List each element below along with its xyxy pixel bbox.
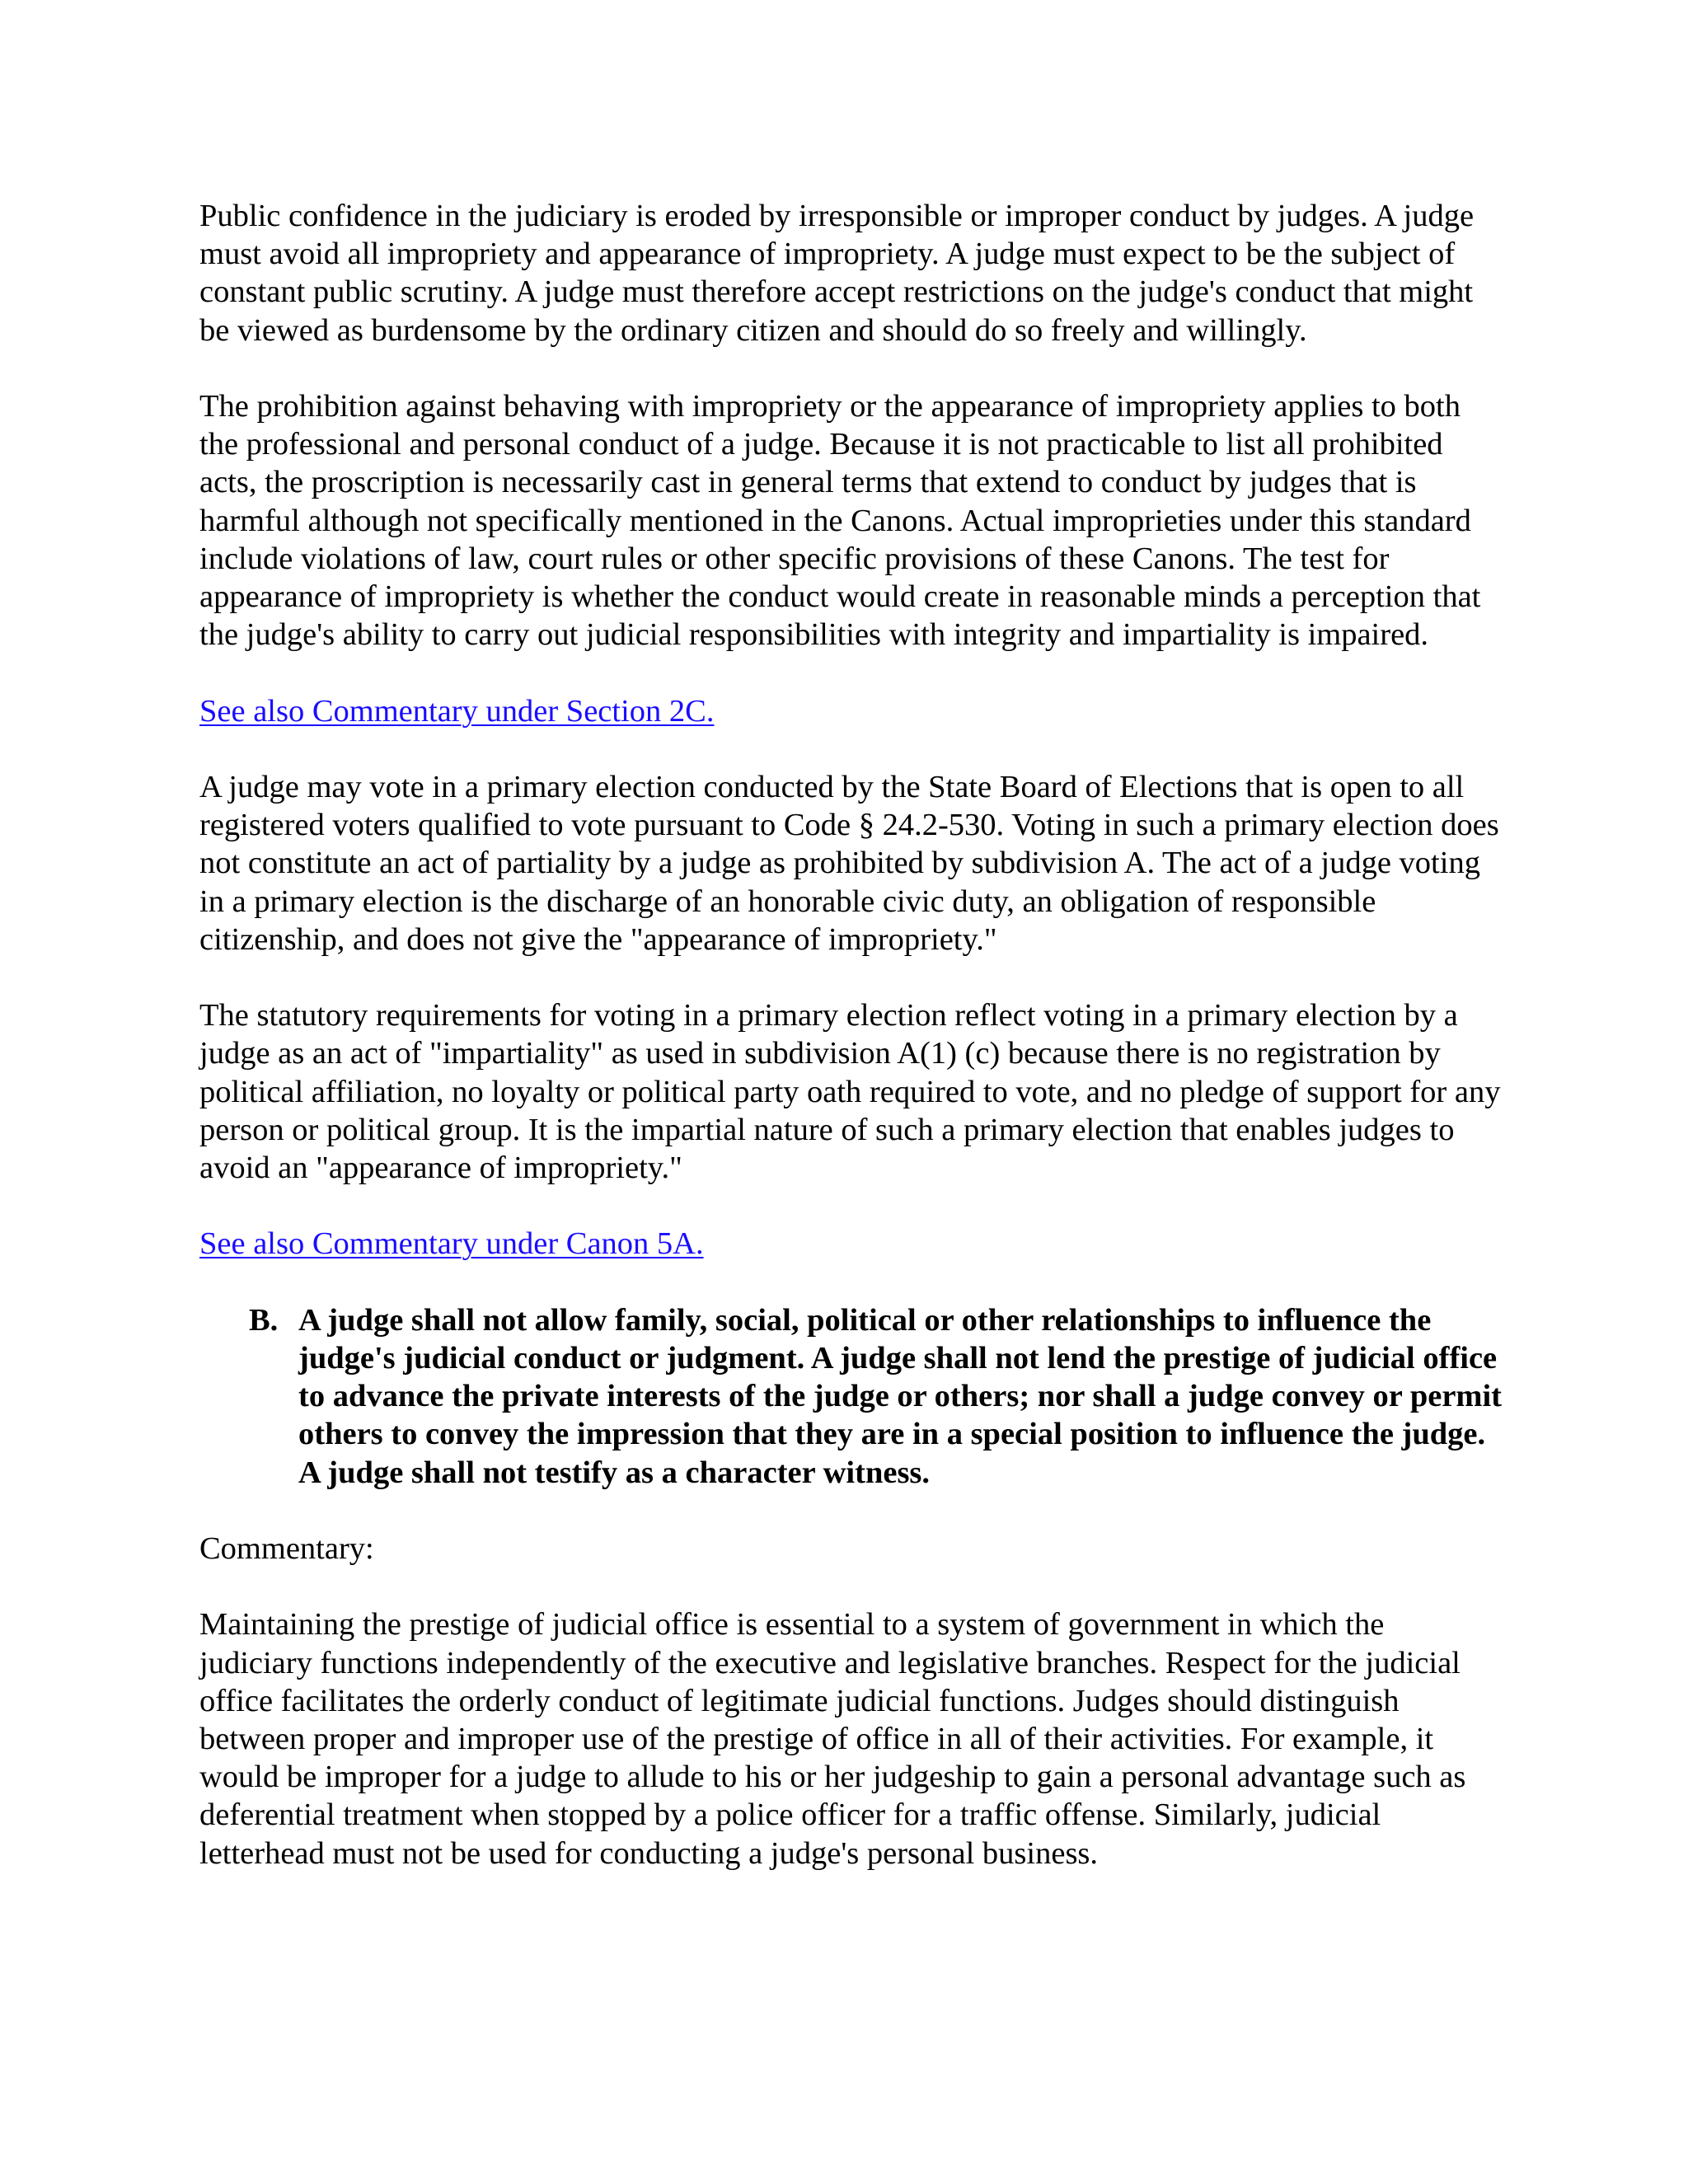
link-paragraph-canon-5a [199,1225,1502,1263]
commentary-label: Commentary: [199,1531,374,1566]
link-paragraph-section-2c [199,692,1502,730]
rule-b-marker: B. [249,1302,279,1338]
paragraph-public-confidence: Public confidence in the judiciary is eroded by irresponsible or improper conduct by judges. A judge must avoid all impropriety and appearance of impropriety. A judge must expect to be the subject of constant public scrutiny. A judge must therefore accept restrictions on the judge's conduct that might be viewed as burdensome by the ordinary citizen and should do so freely and willingly. [199,199,1475,348]
rule-b [199,1301,1502,1492]
commentary-canon-5a-link[interactable]: See also Commentary under Canon 5A. [199,1226,704,1262]
paragraph-statutory-requirements: The statutory requirements for voting in a primary election reflect voting in a primary election by a judge as an act of "impartiality" as used in subdivision A(1) (c) because there is no registration by political affiliation, no loyalty or political party oath required to vote, and no pledge of support for any person or political group. It is the impartial nature of such a primary election that enables judges to avoid an "appearance of impropriety." [199,998,1501,1186]
document-page [199,197,1502,1910]
paragraph-prestige: Maintaining the prestige of judicial office is essential to a system of government in which the judiciary functions independently of the executive and legislative branches. Respect for the judicial office facilitates the orderly conduct of legitimate judicial functions. Judges should distinguish between proper and improper use of the prestige of office in all of their activities. For example, it would be improper for a judge to allude to his or her judgeship to gain a personal advantage such as deferential treatment when stopped by a police officer for a traffic offense. Similarly, judicial letterhead must not be used for conducting a judge's personal business. [199,1607,1466,1871]
commentary-section-2c-link[interactable]: See also Commentary under Section 2C. [199,693,715,729]
paragraph-prohibition: The prohibition against behaving with impropriety or the appearance of impropriety applies to both the professional and personal conduct of a judge. Because it is not practicable to list all prohibited acts, the proscription is necessarily cast in general terms that extend to conduct by judges that is harmful although not specifically mentioned in the Canons. Actual improprieties under this standard include violations of law, court rules or other specific provisions of these Canons. The test for appearance of impropriety is whether the conduct would create in reasonable minds a perception that the judge's ability to carry out judicial responsibilities with integrity and impartiality is impaired. [199,389,1481,653]
rule-b-text: A judge shall not allow family, social, political or other relationships to influence the judge's judicial conduct or judgment. A judge shall not lend the prestige of judicial office to advance the private interests of the judge or others; nor shall a judge convey or permit others to convey the impression that they are in a special position to influence the judge. A judge shall not testify as a character witness. [298,1302,1502,1490]
paragraph-primary-election: A judge may vote in a primary election conducted by the State Board of Elections that is open to all registered voters qualified to vote pursuant to Code § 24.2-530. Voting in such a primary election does not constitute an act of partiality by a judge as prohibited by subdivision A. The act of a judge voting in a primary election is the discharge of an honorable civic duty, an obligation of responsible citizenship, and does not give the "appearance of impropriety." [199,770,1499,957]
